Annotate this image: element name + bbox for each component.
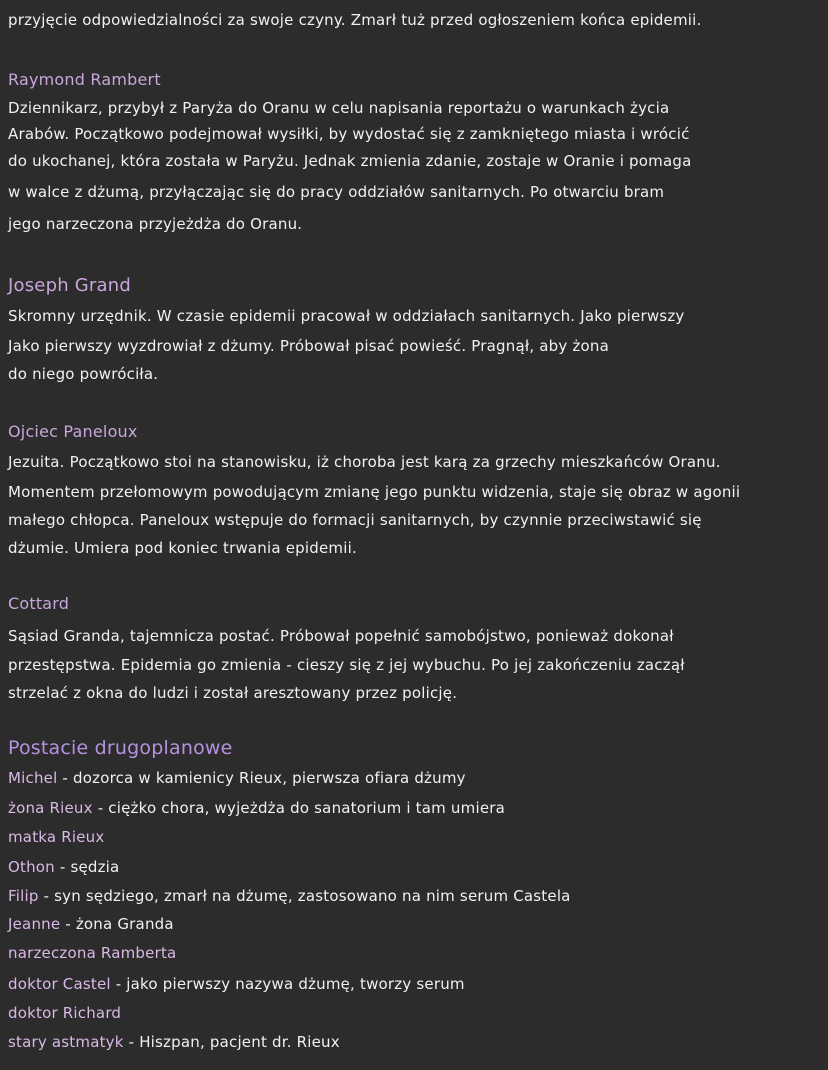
cottard-line-3: strzelać z okna do ludzi i został aresztowany przez policję. <box>8 684 458 702</box>
heading-grand: Joseph Grand <box>8 275 131 296</box>
secondary-item <box>8 943 176 963</box>
heading-rambert: Raymond Rambert <box>8 70 161 89</box>
secondary-item <box>8 914 174 934</box>
character-desc: - żona Granda <box>60 915 174 933</box>
rambert-line-3: do ukochanej, która została w Paryżu. Jednak zmienia zdanie, zostaje w Oranie i pomaga <box>8 152 692 170</box>
character-name: Michel <box>8 769 58 787</box>
character-desc: - Hiszpan, pacjent dr. Rieux <box>123 1033 340 1051</box>
rambert-line-5: jego narzeczona przyjeżdża do Oranu. <box>8 215 303 233</box>
character-name: żona Rieux <box>8 799 93 817</box>
paneloux-line-1: Jezuita. Początkowo stoi na stanowisku, iż choroba jest karą za grzechy mieszkańców Oranu. <box>8 453 721 471</box>
rambert-line-1: Dziennikarz, przybył z Paryża do Oranu w celu napisania reportażu o warunkach życia <box>8 99 670 117</box>
character-name: doktor Richard <box>8 1004 122 1022</box>
character-name: doktor Castel <box>8 975 111 993</box>
character-name: stary astmatyk <box>8 1033 124 1051</box>
cottard-line-2: przestępstwa. Epidemia go zmienia - cieszy się z jej wybuchu. Po jej zakończeniu zaczął <box>8 656 685 674</box>
secondary-item <box>8 827 104 847</box>
secondary-item <box>8 974 465 994</box>
character-name: narzeczona Ramberta <box>8 944 177 962</box>
secondary-item <box>8 1032 340 1052</box>
secondary-item <box>8 768 466 788</box>
character-name: matka Rieux <box>8 828 105 846</box>
character-desc: - jako pierwszy nazywa dżumę, tworzy serum <box>110 975 465 993</box>
rambert-line-4: w walce z dżumą, przyłączając się do pracy oddziałów sanitarnych. Po otwarciu bram <box>8 183 665 201</box>
character-name: Jeanne <box>8 915 61 933</box>
heading-secondary-characters: Postacie drugoplanowe <box>8 737 233 759</box>
heading-cottard: Cottard <box>8 594 70 613</box>
heading-paneloux: Ojciec Paneloux <box>8 422 138 441</box>
grand-line-1: Skromny urzędnik. W czasie epidemii pracował w oddziałach sanitarnych. Jako pierwszy <box>8 307 685 325</box>
grand-line-3: do niego powróciła. <box>8 365 159 383</box>
grand-line-2: Jako pierwszy wyzdrowiał z dżumy. Próbował pisać powieść. Pragnął, aby żona <box>8 337 609 355</box>
character-name: Othon <box>8 858 55 876</box>
character-desc: - syn sędziego, zmarł na dżumę, zastosowano na nim serum Castela <box>38 887 571 905</box>
secondary-item <box>8 1003 121 1023</box>
secondary-item <box>8 857 119 877</box>
rambert-line-2: Arabów. Początkowo podejmował wysiłki, by wydostać się z zamkniętego miasta i wrócić <box>8 125 690 143</box>
character-desc: - ciężko chora, wyjeżdża do sanatorium i tam umiera <box>92 799 506 817</box>
character-desc: - dozorca w kamienicy Rieux, pierwsza ofiara dżumy <box>57 769 466 787</box>
intro-line: przyjęcie odpowiedzialności za swoje czyny. Zmarł tuż przed ogłoszeniem końca epidemii. <box>8 11 702 29</box>
cottard-line-1: Sąsiad Granda, tajemnicza postać. Próbował popełnić samobójstwo, ponieważ dokonał <box>8 627 674 645</box>
secondary-item <box>8 886 571 906</box>
paneloux-line-2: Momentem przełomowym powodującym zmianę jego punktu widzenia, staje się obraz w agonii <box>8 483 741 501</box>
character-desc: - sędzia <box>54 858 120 876</box>
character-name: Filip <box>8 887 39 905</box>
paneloux-line-4: dżumie. Umiera pod koniec trwania epidemii. <box>8 539 357 557</box>
secondary-item <box>8 798 505 818</box>
paneloux-line-3: małego chłopca. Paneloux wstępuje do formacji sanitarnych, by czynnie przeciwstawić się <box>8 511 702 529</box>
